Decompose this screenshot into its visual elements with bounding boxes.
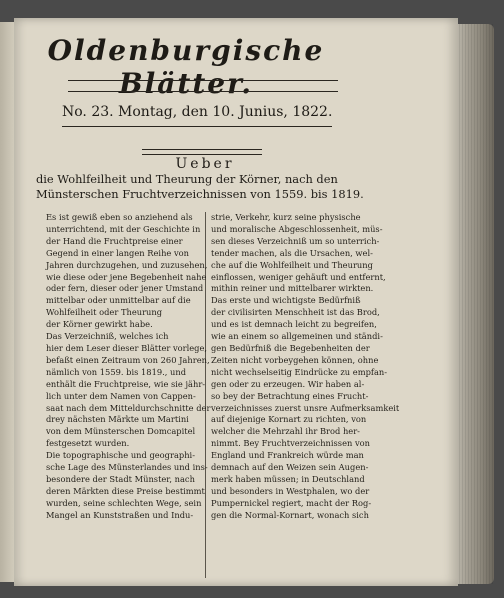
article-title	[36, 172, 370, 202]
text-line: Gegend in einer langen Reihe von	[46, 247, 189, 258]
text-line: nimmt. Bey Fruchtverzeichnissen von	[211, 438, 370, 449]
text-line: lich unter dem Namen von Cappen-	[46, 390, 196, 401]
masthead-rule-top	[68, 80, 338, 81]
text-line: Die topographische und geographi-	[46, 450, 196, 461]
text-line: sen dieses Verzeichniß um so unterrich-	[211, 235, 380, 246]
text-line: so bey der Betrachtung eines Frucht-	[211, 390, 369, 401]
text-line: einflossen, weniger gehäuft und entfernt,	[211, 271, 386, 282]
text-line: che auf die Wohlfeilheit und Theurung	[211, 259, 373, 270]
text-line: auf diejenige Kornart zu richten, von	[211, 414, 367, 425]
text-line: mittelbar oder unmittelbar auf die	[46, 295, 191, 306]
text-line: merk haben müssen; in Deutschland	[211, 473, 365, 484]
article-heading: Ueber	[175, 156, 235, 172]
text-line: der Hand die Fruchtpreise einer	[46, 235, 183, 246]
text-line: verzeichnisses zuerst unsre Aufmerksamkeit	[211, 402, 400, 413]
text-line: Das Verzeichniß, welches ich	[46, 331, 169, 342]
text-line: enthält die Fruchtpreise, wie sie jähr-	[46, 378, 206, 389]
text-line: England und Frankreich würde man	[211, 450, 364, 461]
text-line: Jahren durchzugehen, und zuzusehen,	[46, 259, 208, 270]
article-title-line: Münsterschen Fruchtverzeichnissen von 1559. bis 1819.	[36, 187, 364, 201]
masthead-title: Oldenburgische Blätter.	[47, 34, 325, 100]
issue-rule	[62, 126, 332, 127]
text-line: Zeiten nicht vorbeygehen können, ohne	[211, 354, 379, 365]
text-line: unterrichtend, mit der Geschichte in	[46, 223, 201, 234]
text-line: oder fern, dieser oder jener Umstand	[46, 283, 204, 294]
left-column	[46, 212, 211, 522]
text-line: Das erste und wichtigste Bedürfniß	[211, 295, 361, 306]
text-line: der Körner gewirkt habe.	[46, 319, 153, 330]
text-line: deren Märkten diese Preise bestimmt	[46, 485, 205, 496]
text-line: Wohlfeilheit oder Theurung	[46, 307, 163, 318]
text-line: von dem Münsterschen Domcapitel	[46, 426, 196, 437]
text-line: und es ist demnach leicht zu begreifen,	[211, 319, 377, 330]
text-line: gen oder zu erzeugen. Wir haben al-	[211, 378, 365, 389]
text-line: mithin reiner und mittelbarer wirkten.	[211, 283, 374, 294]
text-line: besondere der Stadt Münster, nach	[46, 473, 195, 484]
right-column	[211, 212, 400, 522]
text-line: gen Bedürfniß die Begebenheiten der	[211, 342, 370, 353]
text-line: strie, Verkehr, kurz seine physische	[211, 212, 361, 222]
text-line: festgesetzt wurden.	[46, 438, 130, 449]
text-line: Mangel an Kunststraßen und Indu-	[46, 509, 194, 520]
heading-ornament-rule	[142, 149, 262, 155]
text-line: nicht wechselseitig Eindrücke zu empfan-	[211, 366, 388, 377]
text-line: und moralische Abgeschlossenheit, müs-	[211, 223, 383, 234]
text-line: demnach auf den Weizen sein Augen-	[211, 462, 369, 473]
text-line: befaßt einen Zeitraum von 260 Jahren,	[46, 354, 210, 365]
text-line: saat nach dem Mitteldurchschnitte der	[46, 402, 211, 413]
text-line: tender machen, als die Ursachen, wel-	[211, 247, 373, 258]
text-line: Pumpernickel regiert, macht der Rog-	[211, 497, 372, 508]
masthead-rule-bottom	[68, 91, 338, 92]
text-line: drey nächsten Märkte um Martini	[46, 414, 189, 425]
text-line: wie diese oder jene Begebenheit nahe	[46, 271, 207, 282]
text-line: gen die Normal-Kornart, wonach sich	[211, 509, 369, 520]
issue-line	[62, 104, 352, 127]
article-title-line: die Wohlfeilheit und Theurung der Körner, nach den	[36, 172, 338, 186]
text-line: welcher die Mehrzahl ihr Brod her-	[211, 426, 360, 437]
text-line: und besonders in Westphalen, wo der	[211, 485, 370, 496]
text-line: wurden, seine schlechten Wege, sein	[46, 497, 202, 508]
text-line: sche Lage des Münsterlandes und ins-	[46, 462, 208, 473]
text-line: der civilisirten Menschheit ist das Brod,	[211, 307, 380, 318]
text-line: Es ist gewiß eben so anziehend als	[46, 212, 193, 222]
issue-line-text: No. 23. Montag, den 10. Junius, 1822.	[62, 104, 333, 120]
text-line: wie an einem so allgemeinen und ständi-	[211, 331, 383, 342]
text-line: hier dem Leser dieser Blätter vorlege,	[46, 342, 208, 353]
text-line: nämlich von 1559. bis 1819., und	[46, 366, 187, 377]
